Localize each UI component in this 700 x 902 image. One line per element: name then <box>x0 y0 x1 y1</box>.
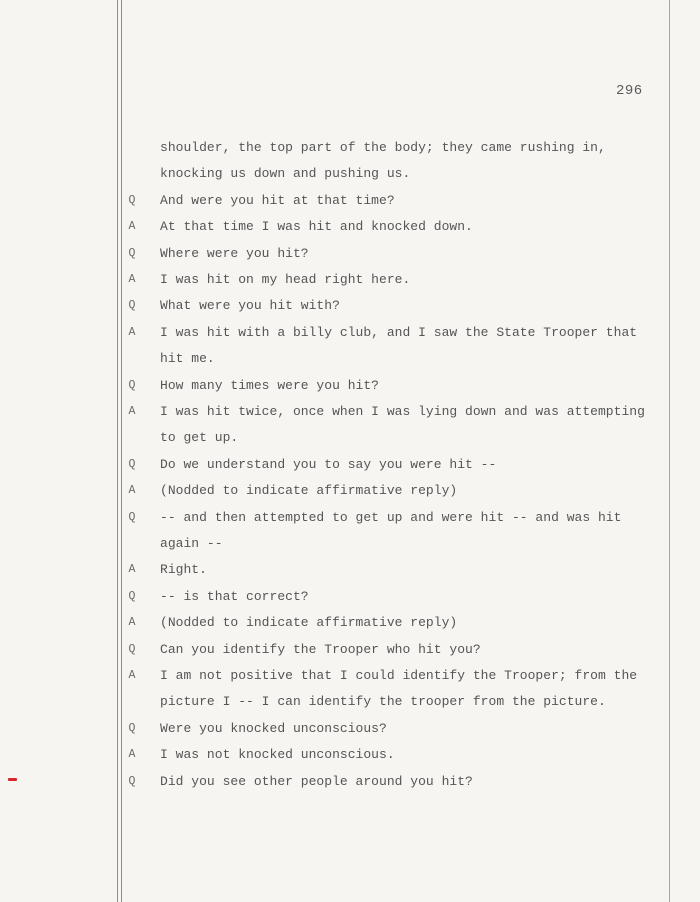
transcript-line <box>0 718 700 740</box>
question-marker: Q <box>128 643 136 656</box>
transcript-line <box>0 243 700 265</box>
answer-marker: A <box>128 484 136 497</box>
question-marker: Q <box>128 194 136 207</box>
transcript-line-text: (Nodded to indicate affirmative reply) <box>160 615 458 630</box>
answer-marker: A <box>128 669 136 682</box>
transcript-line-text: I was hit with a billy club, and I saw the State Trooper that <box>160 325 638 340</box>
transcript-line-text: I am not positive that I could identify the Trooper; from the <box>160 668 638 683</box>
transcript-line-text: again -- <box>160 536 223 551</box>
transcript-line <box>0 269 700 291</box>
transcript-line-text: Did you see other people around you hit? <box>160 774 473 789</box>
transcript-line-text: I was hit twice, once when I was lying down and was attempting <box>160 404 645 419</box>
transcript-line-text: I was hit on my head right here. <box>160 272 411 287</box>
transcript-line <box>0 163 700 185</box>
transcript-line <box>0 691 700 713</box>
page-number: 296 <box>616 83 643 99</box>
question-marker: Q <box>128 299 136 312</box>
transcript-line-text: knocking us down and pushing us. <box>160 166 411 181</box>
question-marker: Q <box>128 458 136 471</box>
transcript-line-text: hit me. <box>160 351 215 366</box>
transcript-line <box>0 665 700 687</box>
transcript-line-text: -- and then attempted to get up and were hit -- and was hit <box>160 510 622 525</box>
transcript-line <box>0 401 700 423</box>
question-marker: Q <box>128 379 136 392</box>
question-marker: Q <box>128 590 136 603</box>
transcript-line <box>0 639 700 661</box>
transcript-line-text: (Nodded to indicate affirmative reply) <box>160 483 458 498</box>
transcript-line <box>0 216 700 238</box>
transcript-line-text: Right. <box>160 562 207 577</box>
answer-marker: A <box>128 405 136 418</box>
transcript-line <box>0 454 700 476</box>
transcript-line <box>0 480 700 502</box>
transcript-line-text: Where were you hit? <box>160 246 309 261</box>
transcript-line <box>0 533 700 555</box>
question-marker: Q <box>128 722 136 735</box>
transcript-line-text: At that time I was hit and knocked down. <box>160 219 473 234</box>
transcript-line <box>0 190 700 212</box>
question-marker: Q <box>128 247 136 260</box>
transcript-line-text: to get up. <box>160 430 239 445</box>
transcript-line <box>0 771 700 793</box>
transcript-line <box>0 507 700 529</box>
margin-red-mark <box>8 778 17 781</box>
transcript-line <box>0 612 700 634</box>
transcript-line <box>0 427 700 449</box>
transcript-line-text: Can you identify the Trooper who hit you? <box>160 642 481 657</box>
transcript-line <box>0 375 700 397</box>
transcript-line <box>0 586 700 608</box>
transcript-line <box>0 348 700 370</box>
answer-marker: A <box>128 616 136 629</box>
question-marker: Q <box>128 775 136 788</box>
transcript-line-text: How many times were you hit? <box>160 378 379 393</box>
transcript-line <box>0 295 700 317</box>
transcript-line-text: I was not knocked unconscious. <box>160 747 395 762</box>
answer-marker: A <box>128 273 136 286</box>
answer-marker: A <box>128 748 136 761</box>
transcript-line <box>0 137 700 159</box>
transcript-line-text: What were you hit with? <box>160 298 340 313</box>
transcript-line-text: Were you knocked unconscious? <box>160 721 387 736</box>
transcript-line-text: -- is that correct? <box>160 589 309 604</box>
answer-marker: A <box>128 326 136 339</box>
transcript-line-text: Do we understand you to say you were hit -- <box>160 457 497 472</box>
transcript-line <box>0 559 700 581</box>
transcript-line <box>0 744 700 766</box>
transcript-line-text: picture I -- I can identify the trooper from the picture. <box>160 694 606 709</box>
answer-marker: A <box>128 220 136 233</box>
question-marker: Q <box>128 511 136 524</box>
transcript-line <box>0 322 700 344</box>
transcript-line-text: shoulder, the top part of the body; they came rushing in, <box>160 140 606 155</box>
transcript-line-text: And were you hit at that time? <box>160 193 395 208</box>
answer-marker: A <box>128 563 136 576</box>
